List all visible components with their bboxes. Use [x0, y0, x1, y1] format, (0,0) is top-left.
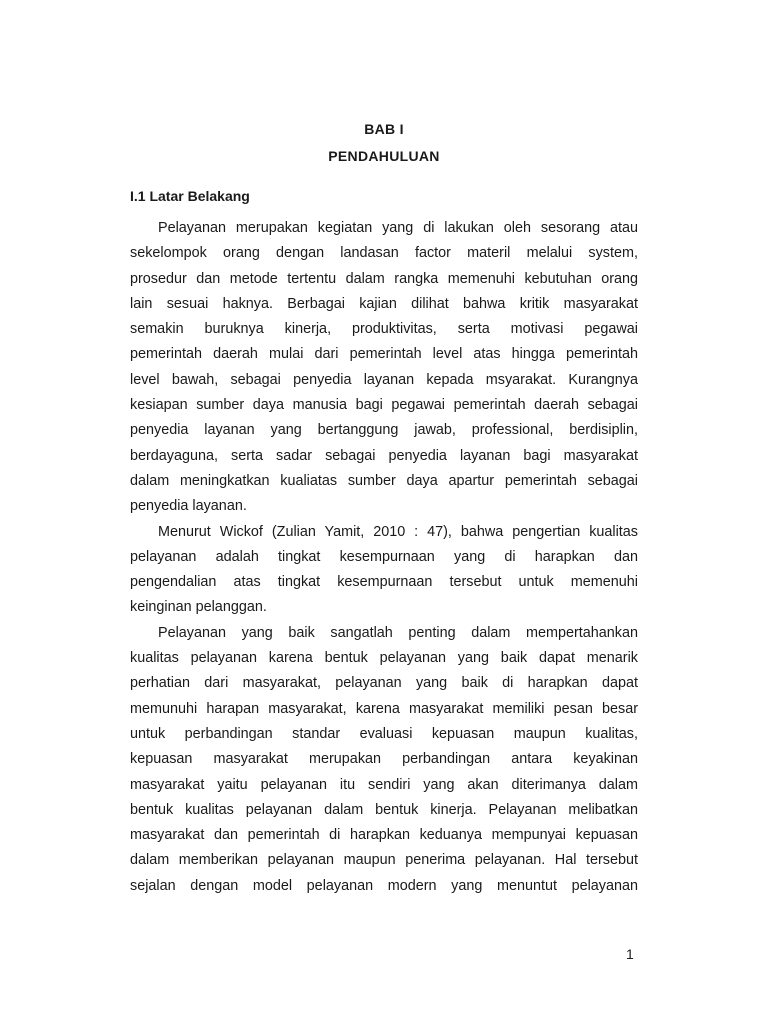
- text-line: pelayanan adalah tingkat kesempurnaan yang di harapkan dan: [130, 548, 638, 565]
- text-line: prosedur dan metode tertentu dalam rangka memenuhi kebutuhan orang: [130, 270, 638, 287]
- text-line: sejalan dengan model pelayanan modern yang menuntut pelayanan: [130, 877, 638, 894]
- text-line: masyarakat yaitu pelayanan itu sendiri yang akan diterimanya dalam: [130, 776, 638, 793]
- text-line: level bawah, sebagai penyedia layanan kepada msyarakat. Kurangnya: [130, 371, 638, 388]
- text-line: dalam memberikan pelayanan maupun penerima pelayanan. Hal tersebut: [130, 852, 638, 869]
- text-line: penyedia layanan yang bertanggung jawab, professional, berdisiplin,: [130, 422, 638, 439]
- chapter-number: BAB I: [364, 121, 404, 137]
- text-line: penyedia layanan.: [130, 498, 247, 515]
- chapter-title: PENDAHULUAN: [328, 148, 440, 164]
- text-line: kesiapan sumber daya manusia bagi pegawai pemerintah daerah sebagai: [130, 397, 638, 414]
- section-heading: I.1 Latar Belakang: [130, 188, 250, 204]
- text-line: untuk perbandingan standar evaluasi kepuasan maupun kualitas,: [130, 725, 638, 742]
- text-line: lain sesuai haknya. Berbagai kajian dilihat bahwa kritik masyarakat: [130, 295, 638, 312]
- text-line: Pelayanan yang baik sangatlah penting dalam mempertahankan: [158, 624, 638, 641]
- text-line: Menurut Wickof (Zulian Yamit, 2010 : 47), bahwa pengertian kualitas: [158, 523, 638, 540]
- text-line: bentuk kualitas pelayanan dalam bentuk kinerja. Pelayanan melibatkan: [130, 801, 638, 818]
- text-line: semakin buruknya kinerja, produktivitas, serta motivasi pegawai: [130, 321, 638, 338]
- text-line: dalam meningkatkan kualiatas sumber daya apartur pemerintah sebagai: [130, 472, 638, 489]
- text-line: pemerintah daerah mulai dari pemerintah level atas hingga pemerintah: [130, 346, 638, 363]
- text-line: masyarakat dan pemerintah di harapkan keduanya mempunyai kepuasan: [130, 827, 638, 844]
- text-line: berdayaguna, serta sadar sebagai penyedia layanan bagi masyarakat: [130, 447, 638, 464]
- text-line: kualitas pelayanan karena bentuk pelayanan yang baik dapat menarik: [130, 650, 638, 667]
- text-line: keinginan pelanggan.: [130, 599, 267, 616]
- text-line: pengendalian atas tingkat kesempurnaan tersebut untuk memenuhi: [130, 574, 638, 591]
- text-line: kepuasan masyarakat merupakan perbandingan antara keyakinan: [130, 751, 638, 768]
- text-line: Pelayanan merupakan kegiatan yang di lakukan oleh sesorang atau: [158, 220, 638, 236]
- body-text: [130, 216, 638, 899]
- text-line: perhatian dari masyarakat, pelayanan yang baik di harapkan dapat: [130, 675, 638, 692]
- text-line: sekelompok orang dengan landasan factor materil melalui system,: [130, 245, 638, 262]
- page-number: 1: [626, 946, 634, 962]
- text-line: memunuhi harapan masyarakat, karena masyarakat memiliki pesan besar: [130, 700, 638, 717]
